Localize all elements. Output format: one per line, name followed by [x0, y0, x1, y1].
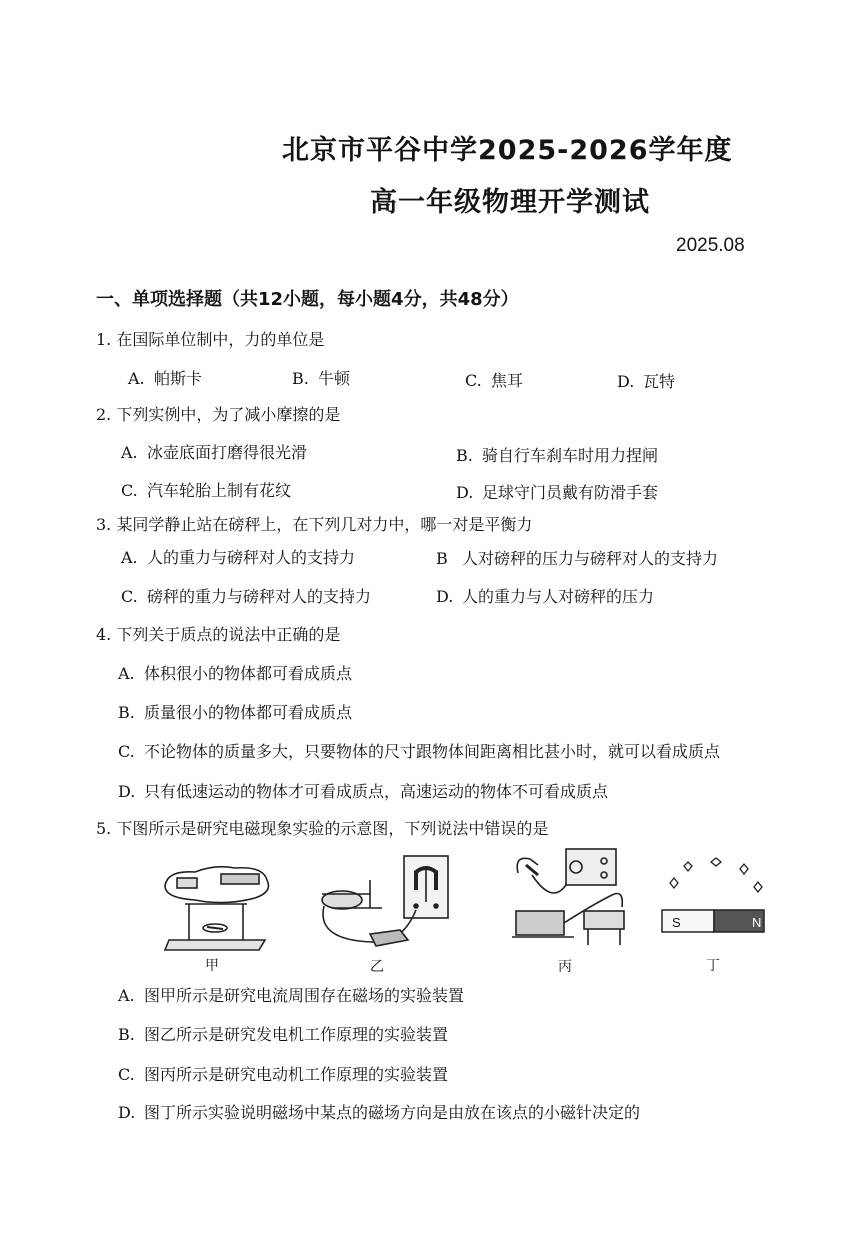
- magnet-label-n: N: [752, 915, 762, 930]
- option-text: 瓦特: [643, 372, 676, 391]
- exam-title-line1: 北京市平谷中学2025-2026学年度: [282, 135, 733, 166]
- question-3-option-a: [121, 545, 355, 568]
- question-1-option-c: [465, 368, 523, 391]
- option-label: A.: [121, 443, 138, 462]
- option-text: 图乙所示是研究发电机工作原理的实验装置: [144, 1025, 449, 1044]
- option-label: C.: [121, 587, 138, 606]
- question-2-option-d: [456, 480, 658, 503]
- option-label: C.: [118, 742, 135, 761]
- question-4-option-d: [118, 779, 608, 802]
- option-label: C.: [465, 371, 482, 390]
- option-label: B.: [292, 369, 309, 388]
- figure-bing-motor: [512, 845, 632, 950]
- option-text: 人的重力与人对磅秤的压力: [462, 587, 655, 606]
- option-label: B.: [456, 446, 473, 465]
- question-4-option-c: [118, 739, 720, 762]
- option-text: 帕斯卡: [154, 369, 203, 388]
- option-text: 焦耳: [491, 371, 524, 390]
- figure-yi-generator: [312, 850, 457, 955]
- option-label: C.: [118, 1065, 135, 1084]
- question-5-option-b: [118, 1022, 448, 1045]
- option-text: 质量很小的物体都可看成质点: [144, 703, 353, 722]
- question-2-option-a: [121, 440, 307, 463]
- exam-title-line2: 高一年级物理开学测试: [370, 187, 650, 218]
- option-text: 汽车轮胎上制有花纹: [147, 481, 292, 500]
- option-text: 图丁所示实验说明磁场中某点的磁场方向是由放在该点的小磁针决定的: [144, 1103, 641, 1122]
- question-4-option-b: [118, 700, 352, 723]
- option-text: 足球守门员戴有防滑手套: [482, 483, 659, 502]
- option-text: 牛顿: [318, 369, 351, 388]
- option-label: A.: [128, 369, 145, 388]
- option-label: B.: [118, 703, 135, 722]
- option-text: 冰壶底面打磨得很光滑: [147, 443, 308, 462]
- question-3-option-b: [436, 546, 718, 569]
- option-label: C.: [121, 481, 138, 500]
- figure-caption-yi: 乙: [370, 959, 384, 975]
- option-label: B.: [118, 1025, 135, 1044]
- option-label: D.: [118, 782, 136, 801]
- option-label: D.: [118, 1103, 136, 1122]
- figure-ding-bar-magnet: [658, 852, 768, 937]
- question-5-option-a: [118, 983, 464, 1006]
- option-text: 体积很小的物体都可看成质点: [144, 664, 353, 683]
- option-label: D.: [436, 587, 454, 606]
- question-4-stem: 4. 下列关于质点的说法中正确的是: [96, 625, 341, 644]
- question-5-option-d: [118, 1100, 640, 1123]
- option-label: A.: [121, 548, 138, 567]
- question-5-stem: 5. 下图所示是研究电磁现象实验的示意图，下列说法中错误的是: [96, 819, 549, 838]
- figure-caption-bing: 丙: [558, 959, 572, 975]
- question-3-option-d: [436, 584, 654, 607]
- question-3-stem: 3. 某同学静止站在磅秤上，在下列几对力中，哪一对是平衡力: [96, 515, 533, 534]
- question-5-option-c: [118, 1062, 448, 1085]
- option-text: 磅秤的重力与磅秤对人的支持力: [147, 587, 372, 606]
- option-label: D.: [617, 372, 635, 391]
- question-3-option-c: [121, 584, 371, 607]
- option-label: A.: [118, 664, 135, 683]
- section-heading: 一、单项选择题（共12小题，每小题4分，共48分）: [96, 289, 519, 310]
- question-1-option-a: [128, 366, 202, 389]
- question-4-option-a: [118, 661, 352, 684]
- option-text: 不论物体的质量多大，只要物体的尺寸跟物体间距离相比甚小时，就可以看成质点: [144, 742, 721, 761]
- option-label: A.: [118, 986, 135, 1005]
- question-2-stem: 2. 下列实例中，为了减小摩擦的是: [96, 405, 341, 424]
- option-text: 只有低速运动的物体才可看成质点，高速运动的物体不可看成质点: [144, 782, 609, 801]
- question-1-option-d: [617, 369, 675, 392]
- figure-caption-jia: 甲: [205, 958, 219, 974]
- option-text: 人对磅秤的压力与磅秤对人的支持力: [462, 549, 719, 568]
- question-1-stem: 1. 在国际单位制中，力的单位是: [96, 330, 325, 349]
- option-label: D.: [456, 483, 474, 502]
- figure-caption-ding: 丁: [706, 958, 720, 974]
- question-2-option-b: [456, 443, 658, 466]
- option-text: 图丙所示是研究电动机工作原理的实验装置: [144, 1065, 449, 1084]
- option-text: 骑自行车刹车时用力捏闸: [482, 446, 659, 465]
- magnet-south-pole: [662, 910, 714, 932]
- magnet-label-s: S: [672, 915, 681, 930]
- exam-date: 2025.08: [676, 235, 745, 256]
- option-text: 图甲所示是研究电流周围存在磁场的实验装置: [144, 986, 465, 1005]
- option-text: 人的重力与磅秤对人的支持力: [147, 548, 356, 567]
- option-label: B: [436, 549, 448, 568]
- question-2-option-c: [121, 478, 291, 501]
- figure-jia-coil-compass: [155, 860, 280, 955]
- question-1-option-b: [292, 366, 350, 389]
